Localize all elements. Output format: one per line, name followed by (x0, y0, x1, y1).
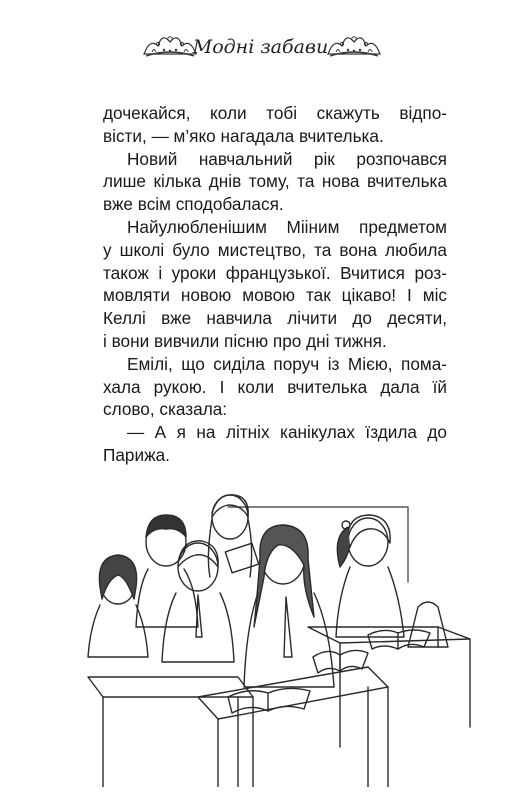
text-line: лише кілька днів тому, та нова вчителька (103, 171, 447, 192)
text-line: і вони вивчили пісню про дні тижня. (103, 330, 387, 351)
text-line: — А я на літніх канікулах їздила до (127, 422, 447, 443)
tiara-ornament-icon (324, 28, 384, 62)
classroom-illustration (78, 487, 478, 787)
running-header-title: Модні забави (192, 36, 329, 58)
text-line: вже всім сподобалася. (103, 194, 284, 215)
body-text (103, 102, 447, 467)
text-line: мовляти новою мовою так цікаво! І міс (103, 285, 447, 306)
text-line: також і уроки французької. Вчитися роз- (103, 262, 447, 283)
text-line: дочекайся, коли тобі скажуть відпо- (103, 103, 447, 123)
paragraph (103, 148, 447, 216)
text-line: у школі було мистецтво, та вона любила (103, 239, 447, 260)
paragraph (103, 353, 447, 421)
text-line: Новий навчальний рік розпочався (127, 148, 447, 169)
text-line: слово, сказала: (103, 399, 228, 420)
text-line: Емілі, що сиділа поруч із Мією, пома- (127, 353, 447, 374)
text-line: хала рукою. І коли вчителька дала їй (103, 376, 447, 397)
text-line: вісти, — м’яко нагадала вчителька. (103, 125, 384, 146)
paragraph (103, 102, 447, 148)
text-line: Келлі вже навчила лічити до десяти, (103, 308, 447, 329)
paragraph (103, 216, 447, 353)
running-header (0, 22, 521, 74)
paragraph (103, 421, 447, 467)
text-line: Парижа. (103, 444, 170, 465)
text-line: Найулюбленішим Мііним предметом (127, 216, 447, 237)
